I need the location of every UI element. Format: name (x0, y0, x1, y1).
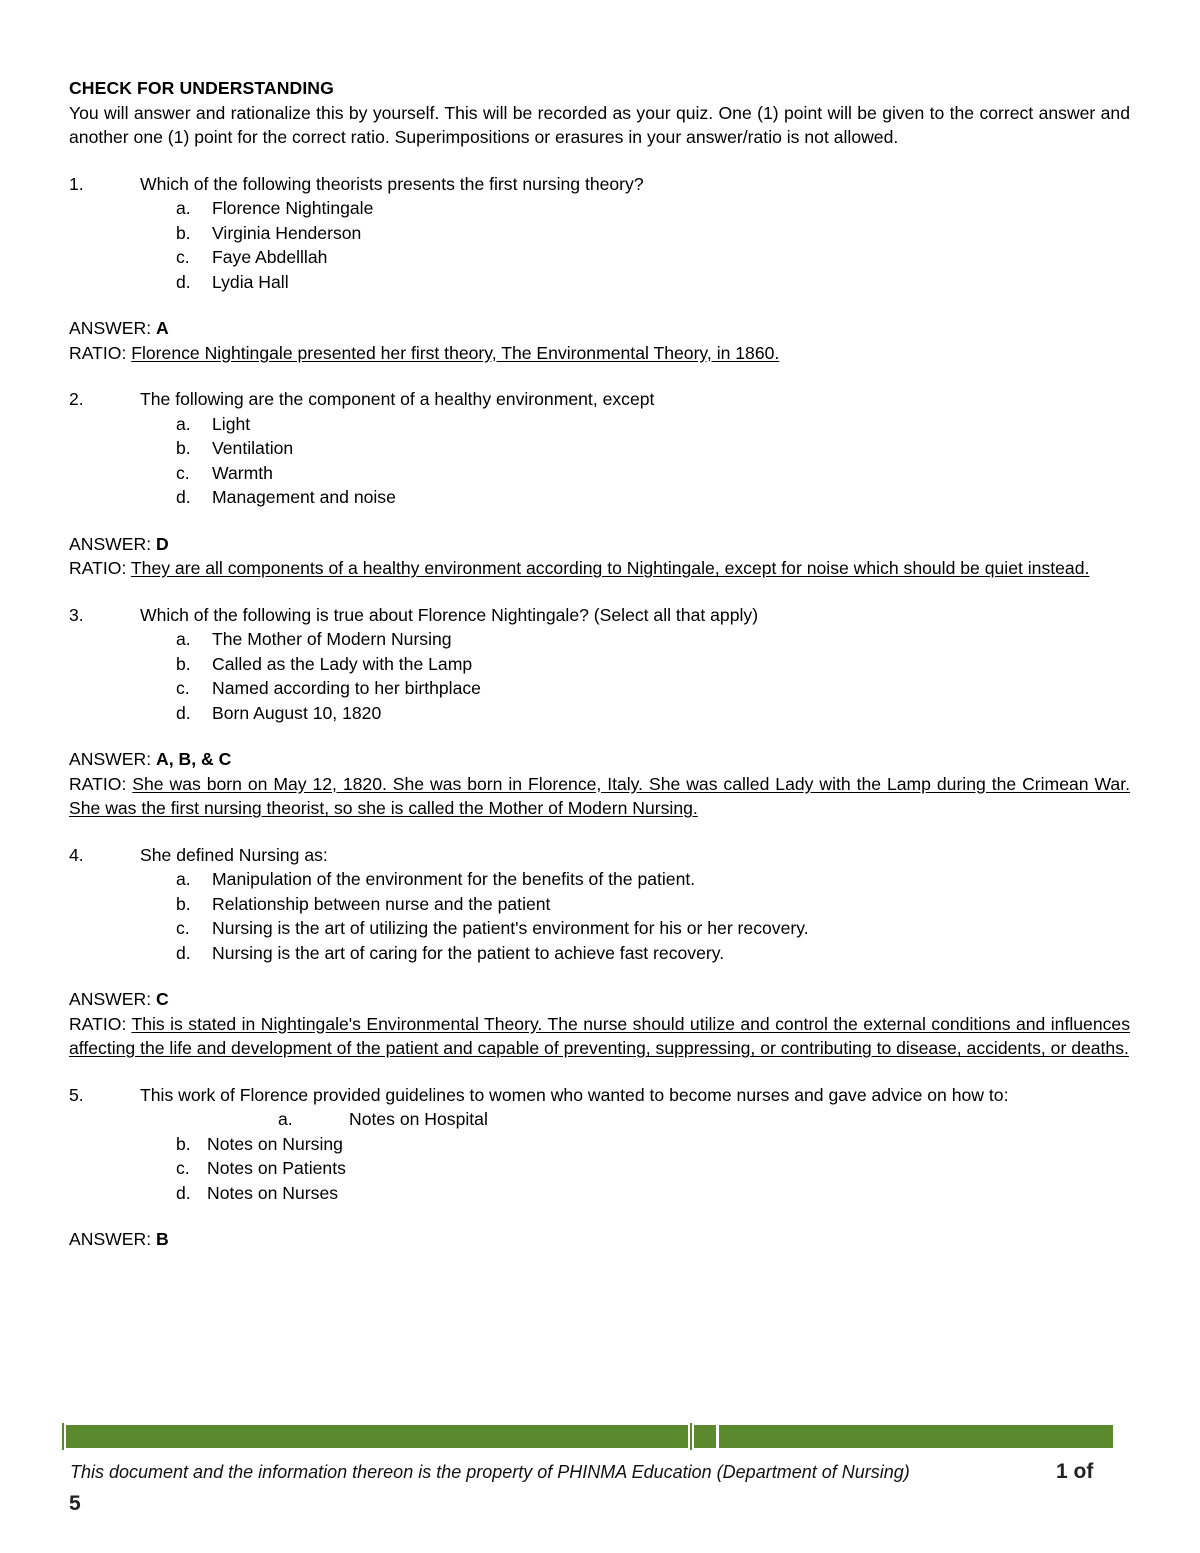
option-letter: a. (176, 413, 191, 434)
option-letter: b. (176, 438, 191, 458)
question-5 (69, 1083, 1130, 1108)
option-letter: a. (176, 869, 191, 889)
option-letter: d. (176, 1182, 191, 1203)
option-item (69, 916, 1130, 941)
question-number: 1. (69, 173, 84, 194)
answer-label: ANSWER: (69, 533, 152, 554)
option-text: Florence Nightingale (212, 198, 374, 218)
answer-value: C (156, 989, 169, 1009)
ratio-line (69, 1012, 1130, 1061)
option-text: Ventilation (212, 438, 294, 458)
option-text: Notes on Patients (207, 1158, 346, 1178)
option-text: Born August 10, 1820 (212, 702, 382, 723)
option-text: Named according to her birthplace (212, 678, 481, 698)
answer-label: ANSWER: (69, 749, 152, 769)
question-5-options (69, 1107, 1130, 1205)
option-text: Notes on Nurses (207, 1182, 339, 1203)
ratio-text: This is stated in Nightingale's Environmental Theory. The nurse should utilize and control the external conditions and influences affecting the life and development of the patient and capable of preventing, suppressing, or contributing to disease, accidents, or deaths. (69, 1013, 1130, 1058)
option-text: Called as the Lady with the Lamp (212, 653, 473, 674)
footer-bar-tick (690, 1423, 692, 1450)
option-text: The Mother of Modern Nursing (212, 629, 452, 649)
option-text: Notes on Hospital (349, 1109, 488, 1129)
question-number: 5. (69, 1084, 84, 1105)
option-item (69, 892, 1130, 917)
answer-label: ANSWER: (69, 1229, 152, 1249)
page-number: 1 of (1056, 1460, 1094, 1483)
option-letter: a. (176, 198, 191, 218)
ratio-label: RATIO: (69, 558, 127, 578)
question-number: 2. (69, 389, 84, 409)
option-text: Management and noise (212, 487, 396, 507)
option-text: Virginia Henderson (212, 222, 362, 243)
ratio-line (69, 341, 1130, 366)
ratio-label: RATIO: (69, 773, 127, 794)
answer-line (69, 1227, 1130, 1252)
option-text: Light (212, 413, 251, 434)
option-letter: c. (176, 247, 190, 267)
question-2-options (69, 412, 1130, 510)
option-item (69, 461, 1130, 486)
option-item (69, 412, 1130, 437)
option-item (69, 676, 1130, 701)
option-letter: c. (176, 1158, 190, 1178)
option-item (69, 270, 1130, 295)
ratio-text: She was born on May 12, 1820. She was born in Florence, Italy. She was called Lady with the Lamp during the Crimean War. She was the first nursing theorist, so she is called the Mother of Modern Nursing. (69, 773, 1130, 818)
question-4 (69, 843, 1130, 868)
answer-label: ANSWER: (69, 318, 152, 338)
option-item (69, 1156, 1130, 1181)
option-letter: b. (176, 1133, 191, 1154)
ratio-line (69, 556, 1130, 581)
ratio-label: RATIO: (69, 1013, 127, 1034)
answer-line (69, 316, 1130, 341)
question-1 (69, 172, 1130, 197)
ratio-label: RATIO: (69, 342, 127, 363)
question-1-options (69, 196, 1130, 294)
option-letter: d. (176, 487, 191, 507)
option-letter: d. (176, 702, 191, 723)
option-item (69, 867, 1130, 892)
answer-label: ANSWER: (69, 989, 152, 1009)
option-item (69, 701, 1130, 726)
question-number: 3. (69, 604, 84, 625)
ratio-text: They are all components of a healthy environment according to Nightingale, except for noise which should be quiet instead. (130, 558, 1090, 578)
option-item (69, 652, 1130, 677)
option-letter: c. (176, 462, 190, 483)
quiz-document (69, 76, 1130, 1252)
option-text: Manipulation of the environment for the benefits of the patient. (212, 869, 696, 889)
footer-bar-tick (62, 1423, 64, 1450)
answer-value: A, B, & C (156, 749, 232, 769)
footer-bar-segment (66, 1425, 688, 1448)
footer-bar-segment (694, 1425, 716, 1448)
option-item (69, 941, 1130, 966)
option-text: Lydia Hall (212, 271, 289, 292)
option-text: Nursing is the art of utilizing the patient's environment for his or her recovery. (212, 918, 809, 938)
option-item (69, 436, 1130, 461)
option-item (69, 1181, 1130, 1206)
option-text: Notes on Nursing (207, 1133, 343, 1154)
option-letter: c. (176, 678, 190, 698)
option-letter: b. (176, 893, 191, 914)
option-letter: d. (176, 271, 191, 292)
option-letter: d. (176, 942, 191, 963)
answer-value: B (156, 1229, 169, 1249)
option-text: Relationship between nurse and the patient (212, 893, 551, 914)
question-4-options (69, 867, 1130, 965)
footer-copyright: This document and the information thereon is the property of PHINMA Education (Department of Nursing) (70, 1462, 910, 1482)
ratio-text: Florence Nightingale presented her first theory, The Environmental Theory, in 1860. (131, 342, 780, 363)
page-total: 5 (69, 1492, 81, 1515)
ratio-line (69, 772, 1130, 821)
option-item (69, 245, 1130, 270)
option-item (69, 485, 1130, 510)
footer-bar (62, 1423, 1113, 1450)
option-letter: b. (176, 653, 191, 674)
question-text: Which of the following theorists presents the first nursing theory? (140, 173, 644, 194)
option-item (69, 1132, 1130, 1157)
question-text: This work of Florence provided guidelines to women who wanted to become nurses and gave advice on how to: (140, 1084, 1009, 1105)
answer-value: A (156, 318, 169, 338)
question-text: Which of the following is true about Florence Nightingale? (Select all that apply) (140, 604, 759, 625)
option-item (69, 221, 1130, 246)
question-number: 4. (69, 844, 84, 865)
option-letter: c. (176, 918, 190, 938)
option-letter: a. (176, 629, 191, 649)
question-text: She defined Nursing as: (140, 844, 328, 865)
page-title: CHECK FOR UNDERSTANDING (69, 78, 334, 98)
footer-bar-segment (719, 1425, 1113, 1448)
option-text: Nursing is the art of caring for the patient to achieve fast recovery. (212, 942, 725, 963)
question-3 (69, 603, 1130, 628)
answer-line (69, 532, 1130, 557)
question-2 (69, 387, 1130, 412)
option-item (69, 627, 1130, 652)
answer-line (69, 747, 1130, 772)
answer-line (69, 987, 1130, 1012)
question-text: The following are the component of a healthy environment, except (140, 389, 655, 409)
quiz-instructions: You will answer and rationalize this by yourself. This will be recorded as your quiz. One (1) point will be given to the correct answer and another one (1) point for the correct ratio. Superimpositions or erasures in your answer/ratio is not allowed. (69, 102, 1130, 147)
option-item (69, 196, 1130, 221)
question-3-options (69, 627, 1130, 725)
answer-value: D (156, 533, 169, 554)
option-item (69, 1107, 1130, 1132)
option-letter: b. (176, 222, 191, 243)
option-text: Faye Abdelllah (212, 247, 328, 267)
option-letter: a. (278, 1109, 293, 1129)
option-text: Warmth (212, 462, 273, 483)
